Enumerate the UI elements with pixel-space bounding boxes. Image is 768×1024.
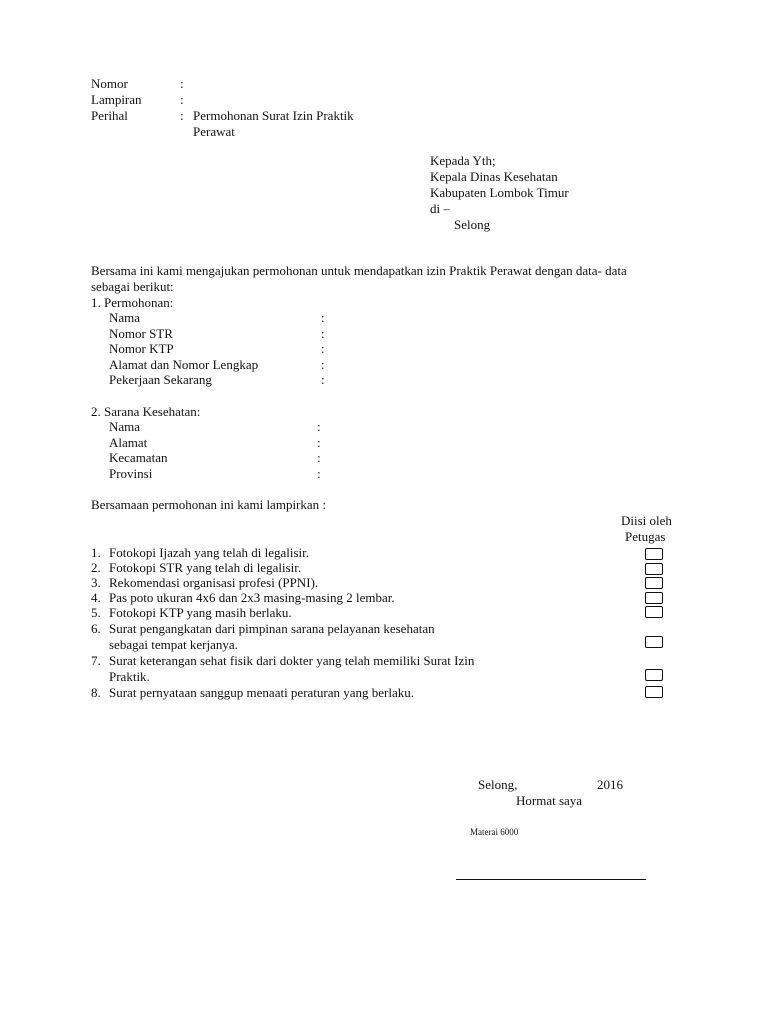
- s2-colon-provinsi: :: [317, 466, 321, 481]
- attachment-text-2: Fotokopi STR yang telah di legalisir.: [109, 560, 302, 575]
- attachment-text-1: Fotokopi Ijazah yang telah di legalisir.: [109, 545, 310, 560]
- attachment-num-2: 2.: [91, 560, 101, 575]
- attachment-text-5: Fotokopi KTP yang masih berlaku.: [109, 605, 292, 620]
- perihal-colon: :: [180, 108, 184, 123]
- recipient-line2: Kepala Dinas Kesehatan: [430, 169, 558, 184]
- lampiran-label: Lampiran: [91, 92, 142, 107]
- attachments-intro: Bersamaan permohonan ini kami lampirkan :: [91, 497, 327, 512]
- s1-colon-ktp: :: [321, 341, 325, 356]
- materai-label: Materai 6000: [470, 827, 519, 837]
- attachment-checkbox-5[interactable]: [645, 606, 663, 618]
- attachment-checkbox-1[interactable]: [645, 548, 663, 560]
- s2-field-alamat: Alamat: [109, 435, 148, 450]
- intro-line1: Bersama ini kami mengajukan permohonan untuk mendapatkan izin Praktik Perawat dengan data- data: [91, 263, 627, 278]
- s1-colon-pekerjaan: :: [321, 372, 325, 387]
- s1-field-str: Nomor STR: [109, 326, 173, 341]
- section2-heading: 2. Sarana Kesehatan:: [91, 404, 201, 419]
- s1-colon-str: :: [321, 326, 325, 341]
- perihal-label: Perihal: [91, 108, 128, 123]
- s1-field-alamat: Alamat dan Nomor Lengkap: [109, 357, 259, 372]
- attachment-text-6-cont: sebagai tempat kerjanya.: [109, 637, 238, 652]
- section1-heading: 1. Permohonan:: [91, 295, 174, 310]
- attachment-text-4: Pas poto ukuran 4x6 dan 2x3 masing-masing 2 lembar.: [109, 590, 395, 605]
- signature-year: 2016: [597, 777, 623, 792]
- s2-colon-kecamatan: :: [317, 450, 321, 465]
- s1-field-nama: Nama: [109, 310, 141, 325]
- attachment-text-8: Surat pernyataan sanggup menaati peraturan yang berlaku.: [109, 685, 415, 700]
- signature-line: [456, 879, 646, 880]
- s1-field-ktp: Nomor KTP: [109, 341, 174, 356]
- attachment-num-4: 4.: [91, 590, 101, 605]
- attachment-num-7: 7.: [91, 653, 101, 668]
- attachment-num-6: 6.: [91, 621, 101, 636]
- attachment-text-6: Surat pengangkatan dari pimpinan sarana pelayanan kesehatan: [109, 621, 435, 636]
- intro-line2: sebagai berikut:: [91, 279, 174, 294]
- s1-colon-alamat: :: [321, 357, 325, 372]
- attachment-num-8: 8.: [91, 685, 101, 700]
- attachment-num-5: 5.: [91, 605, 101, 620]
- attachment-num-1: 1.: [91, 545, 101, 560]
- attachment-checkbox-8[interactable]: [645, 686, 663, 698]
- perihal-value-line1: Permohonan Surat Izin Praktik: [193, 108, 354, 123]
- recipient-line3: Kabupaten Lombok Timur: [430, 185, 569, 200]
- signature-closing: Hormat saya: [516, 793, 583, 808]
- perihal-value-line2: Perawat: [193, 124, 235, 139]
- attachment-text-7: Surat keterangan sehat fisik dari dokter yang telah memiliki Surat Izin: [109, 653, 475, 668]
- attachment-num-3: 3.: [91, 575, 101, 590]
- nomor-label: Nomor: [91, 76, 128, 91]
- s2-field-nama: Nama: [109, 419, 141, 434]
- s2-field-kecamatan: Kecamatan: [109, 450, 168, 465]
- officer-label-line1: Diisi oleh: [621, 513, 672, 528]
- attachment-text-7-cont: Praktik.: [109, 669, 150, 684]
- attachment-text-3: Rekomendasi organisasi profesi (PPNI).: [109, 575, 319, 590]
- s2-colon-alamat: :: [317, 435, 321, 450]
- s2-colon-nama: :: [317, 419, 321, 434]
- lampiran-colon: :: [180, 92, 184, 107]
- recipient-line4: di –: [430, 201, 450, 216]
- officer-label-line2: Petugas: [625, 529, 666, 544]
- s2-field-provinsi: Provinsi: [109, 466, 153, 481]
- s1-field-pekerjaan: Pekerjaan Sekarang: [109, 372, 212, 387]
- attachment-checkbox-6[interactable]: [645, 636, 663, 648]
- recipient-line5: Selong: [454, 217, 491, 232]
- attachment-checkbox-2[interactable]: [645, 563, 663, 575]
- attachment-checkbox-7[interactable]: [645, 669, 663, 681]
- recipient-line1: Kepada Yth;: [430, 153, 496, 168]
- s1-colon-nama: :: [321, 310, 325, 325]
- attachment-checkbox-4[interactable]: [645, 592, 663, 604]
- signature-place: Selong,: [478, 777, 518, 792]
- attachment-checkbox-3[interactable]: [645, 577, 663, 589]
- nomor-colon: :: [180, 76, 184, 91]
